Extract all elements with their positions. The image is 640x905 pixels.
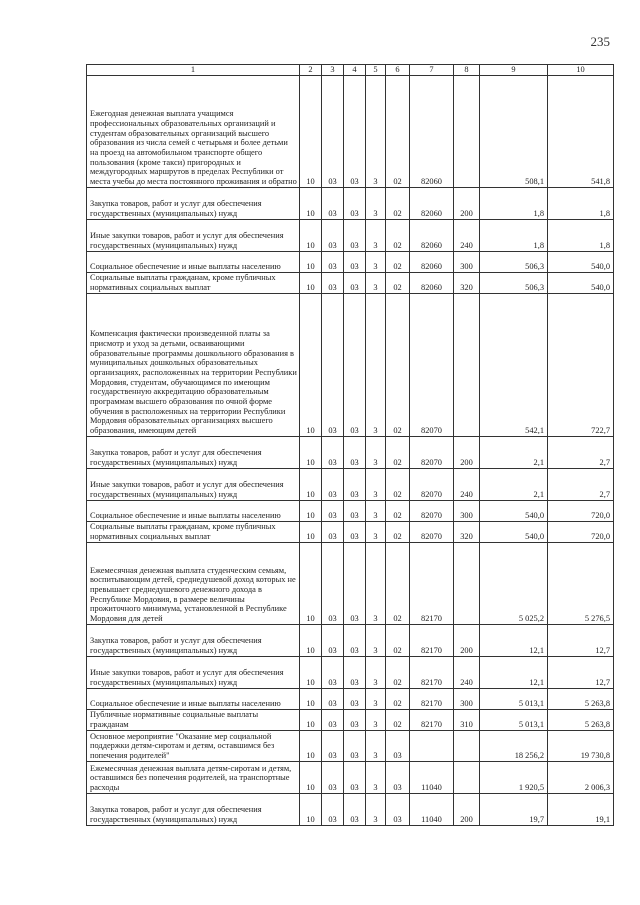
cell-c6: 02	[386, 688, 410, 709]
cell-c8: 200	[454, 624, 480, 656]
cell-c7: 82060	[410, 75, 454, 187]
cell-c5: 3	[366, 75, 386, 187]
cell-c7: 82060	[410, 272, 454, 293]
cell-c4: 03	[344, 272, 366, 293]
cell-c7: 82060	[410, 219, 454, 251]
row-name: Ежегодная денежная выплата учащимся профессиональных образовательных организаций и студентам образовательных организаций высшего образования из числа семей с четырьмя и более детьми на проезд на автомобильном транспорте общего пользования (кроме такси) пригородных и междугородных маршрутов в пределах Республики от места учебы до места постоянного проживания и обратно	[87, 75, 300, 187]
table-row	[87, 436, 614, 468]
cell-c4: 03	[344, 436, 366, 468]
cell-c8	[454, 730, 480, 761]
cell-c5: 3	[366, 793, 386, 825]
cell-c6: 02	[386, 251, 410, 272]
cell-c9: 12,1	[480, 624, 548, 656]
cell-c6: 03	[386, 793, 410, 825]
table-row	[87, 656, 614, 688]
cell-c4: 03	[344, 709, 366, 730]
cell-c6: 03	[386, 761, 410, 793]
cell-c9: 5 013,1	[480, 688, 548, 709]
row-name: Основное мероприятие "Оказание мер социальной поддержки детям-сиротам и детям, оставшимся без попечения родителей"	[87, 730, 300, 761]
cell-c8	[454, 293, 480, 436]
table-row	[87, 75, 614, 187]
cell-c3: 03	[322, 730, 344, 761]
cell-c6: 02	[386, 500, 410, 521]
cell-c10: 722,7	[548, 293, 614, 436]
cell-c2: 10	[300, 624, 322, 656]
cell-c4: 03	[344, 624, 366, 656]
cell-c8: 320	[454, 272, 480, 293]
row-name: Компенсация фактически произведенной платы за присмотр и уход за детьми, осваивающими образовательные программы дошкольного образования в муниципальных дошкольных образовательных организациях, расположенных на территории Республики Мордовия, студентам, обучающимся по имеющим государственную аккредитацию образовательным программам высшего образования по очной форме обучения в расположенных на территории Республики Мордовия образовательных организациях высшего образования, имеющим детей	[87, 293, 300, 436]
row-name: Социальное обеспечение и иные выплаты населению	[87, 688, 300, 709]
table-row	[87, 709, 614, 730]
cell-c9: 1 920,5	[480, 761, 548, 793]
column-header: 3	[322, 65, 344, 76]
cell-c5: 3	[366, 219, 386, 251]
cell-c10: 540,0	[548, 251, 614, 272]
cell-c3: 03	[322, 761, 344, 793]
cell-c8: 200	[454, 793, 480, 825]
cell-c8: 240	[454, 468, 480, 500]
cell-c5: 3	[366, 187, 386, 219]
cell-c4: 03	[344, 730, 366, 761]
column-header: 7	[410, 65, 454, 76]
cell-c3: 03	[322, 656, 344, 688]
column-header: 8	[454, 65, 480, 76]
table-row	[87, 688, 614, 709]
cell-c9: 1,8	[480, 187, 548, 219]
cell-c10: 12,7	[548, 656, 614, 688]
cell-c4: 03	[344, 688, 366, 709]
cell-c6: 02	[386, 187, 410, 219]
cell-c4: 03	[344, 656, 366, 688]
cell-c2: 10	[300, 793, 322, 825]
cell-c2: 10	[300, 251, 322, 272]
cell-c10: 19,1	[548, 793, 614, 825]
table-row	[87, 730, 614, 761]
cell-c10: 19 730,8	[548, 730, 614, 761]
cell-c2: 10	[300, 521, 322, 542]
cell-c5: 3	[366, 500, 386, 521]
row-name: Иные закупки товаров, работ и услуг для обеспечения государственных (муниципальных) нужд	[87, 219, 300, 251]
cell-c7: 82060	[410, 251, 454, 272]
cell-c7: 82070	[410, 468, 454, 500]
row-name: Закупка товаров, работ и услуг для обеспечения государственных (муниципальных) нужд	[87, 793, 300, 825]
cell-c6: 02	[386, 709, 410, 730]
cell-c10: 2 006,3	[548, 761, 614, 793]
cell-c7: 82070	[410, 293, 454, 436]
row-name: Иные закупки товаров, работ и услуг для обеспечения государственных (муниципальных) нужд	[87, 468, 300, 500]
cell-c3: 03	[322, 251, 344, 272]
cell-c8	[454, 761, 480, 793]
cell-c6: 02	[386, 436, 410, 468]
table-row	[87, 624, 614, 656]
cell-c7: 11040	[410, 793, 454, 825]
cell-c3: 03	[322, 542, 344, 624]
cell-c4: 03	[344, 251, 366, 272]
cell-c10: 720,0	[548, 521, 614, 542]
cell-c2: 10	[300, 219, 322, 251]
cell-c5: 3	[366, 521, 386, 542]
cell-c9: 2,1	[480, 436, 548, 468]
cell-c6: 02	[386, 219, 410, 251]
cell-c9: 18 256,2	[480, 730, 548, 761]
cell-c10: 541,8	[548, 75, 614, 187]
cell-c9: 542,1	[480, 293, 548, 436]
column-header: 1	[87, 65, 300, 76]
cell-c10: 5 263,8	[548, 688, 614, 709]
cell-c3: 03	[322, 521, 344, 542]
cell-c2: 10	[300, 730, 322, 761]
cell-c8: 240	[454, 656, 480, 688]
cell-c8: 200	[454, 187, 480, 219]
cell-c8	[454, 75, 480, 187]
table-row	[87, 219, 614, 251]
cell-c4: 03	[344, 500, 366, 521]
cell-c2: 10	[300, 761, 322, 793]
cell-c10: 12,7	[548, 624, 614, 656]
cell-c8: 300	[454, 251, 480, 272]
cell-c5: 3	[366, 436, 386, 468]
cell-c4: 03	[344, 468, 366, 500]
cell-c6: 02	[386, 75, 410, 187]
cell-c10: 1,8	[548, 219, 614, 251]
row-name: Иные закупки товаров, работ и услуг для обеспечения государственных (муниципальных) нужд	[87, 656, 300, 688]
cell-c5: 3	[366, 730, 386, 761]
row-name: Закупка товаров, работ и услуг для обеспечения государственных (муниципальных) нужд	[87, 624, 300, 656]
cell-c6: 02	[386, 272, 410, 293]
row-name: Закупка товаров, работ и услуг для обеспечения государственных (муниципальных) нужд	[87, 187, 300, 219]
cell-c3: 03	[322, 793, 344, 825]
cell-c3: 03	[322, 500, 344, 521]
cell-c7: 82170	[410, 656, 454, 688]
header-row	[87, 65, 614, 76]
column-header: 10	[548, 65, 614, 76]
cell-c5: 3	[366, 688, 386, 709]
cell-c5: 3	[366, 542, 386, 624]
cell-c10: 2,7	[548, 468, 614, 500]
cell-c9: 5 025,2	[480, 542, 548, 624]
cell-c10: 5 263,8	[548, 709, 614, 730]
cell-c7: 82070	[410, 500, 454, 521]
table-row	[87, 542, 614, 624]
cell-c8: 200	[454, 436, 480, 468]
cell-c3: 03	[322, 75, 344, 187]
cell-c5: 3	[366, 656, 386, 688]
cell-c5: 3	[366, 624, 386, 656]
cell-c2: 10	[300, 187, 322, 219]
cell-c6: 02	[386, 468, 410, 500]
cell-c6: 02	[386, 293, 410, 436]
cell-c9: 12,1	[480, 656, 548, 688]
cell-c9: 5 013,1	[480, 709, 548, 730]
cell-c7: 82170	[410, 542, 454, 624]
budget-table	[86, 64, 614, 826]
cell-c4: 03	[344, 293, 366, 436]
table-row	[87, 187, 614, 219]
cell-c2: 10	[300, 436, 322, 468]
table-row	[87, 468, 614, 500]
table-row	[87, 521, 614, 542]
cell-c8: 300	[454, 500, 480, 521]
page-number: 235	[590, 34, 610, 49]
cell-c6: 03	[386, 730, 410, 761]
cell-c3: 03	[322, 272, 344, 293]
cell-c8: 300	[454, 688, 480, 709]
cell-c2: 10	[300, 468, 322, 500]
cell-c2: 10	[300, 542, 322, 624]
cell-c5: 3	[366, 761, 386, 793]
cell-c3: 03	[322, 436, 344, 468]
table-row	[87, 293, 614, 436]
cell-c2: 10	[300, 293, 322, 436]
cell-c4: 03	[344, 542, 366, 624]
cell-c3: 03	[322, 293, 344, 436]
cell-c3: 03	[322, 624, 344, 656]
cell-c7: 82070	[410, 521, 454, 542]
cell-c8: 240	[454, 219, 480, 251]
cell-c3: 03	[322, 468, 344, 500]
cell-c7: 82170	[410, 624, 454, 656]
cell-c9: 506,3	[480, 272, 548, 293]
cell-c2: 10	[300, 709, 322, 730]
row-name: Социальные выплаты гражданам, кроме публичных нормативных социальных выплат	[87, 272, 300, 293]
cell-c9: 19,7	[480, 793, 548, 825]
table-row	[87, 761, 614, 793]
cell-c3: 03	[322, 219, 344, 251]
cell-c9: 540,0	[480, 500, 548, 521]
row-name: Социальное обеспечение и иные выплаты населению	[87, 500, 300, 521]
cell-c4: 03	[344, 75, 366, 187]
row-name: Ежемесячная денежная выплата детям-сиротам и детям, оставшимся без попечения родителей, на транспортные расходы	[87, 761, 300, 793]
cell-c10: 2,7	[548, 436, 614, 468]
cell-c3: 03	[322, 688, 344, 709]
cell-c4: 03	[344, 761, 366, 793]
cell-c9: 1,8	[480, 219, 548, 251]
cell-c3: 03	[322, 187, 344, 219]
cell-c10: 1,8	[548, 187, 614, 219]
cell-c4: 03	[344, 219, 366, 251]
cell-c9: 2,1	[480, 468, 548, 500]
cell-c10: 720,0	[548, 500, 614, 521]
row-name: Социальное обеспечение и иные выплаты населению	[87, 251, 300, 272]
cell-c6: 02	[386, 521, 410, 542]
cell-c10: 5 276,5	[548, 542, 614, 624]
cell-c7: 82170	[410, 709, 454, 730]
column-header: 6	[386, 65, 410, 76]
table-row	[87, 793, 614, 825]
cell-c7: 82170	[410, 688, 454, 709]
table-row	[87, 272, 614, 293]
row-name: Социальные выплаты гражданам, кроме публичных нормативных социальных выплат	[87, 521, 300, 542]
cell-c4: 03	[344, 793, 366, 825]
cell-c4: 03	[344, 521, 366, 542]
table-row	[87, 500, 614, 521]
row-name: Закупка товаров, работ и услуг для обеспечения государственных (муниципальных) нужд	[87, 436, 300, 468]
cell-c5: 3	[366, 468, 386, 500]
cell-c9: 540,0	[480, 521, 548, 542]
table-row	[87, 251, 614, 272]
cell-c6: 02	[386, 656, 410, 688]
cell-c6: 02	[386, 624, 410, 656]
cell-c7: 11040	[410, 761, 454, 793]
cell-c7: 82060	[410, 187, 454, 219]
cell-c9: 506,3	[480, 251, 548, 272]
column-header: 9	[480, 65, 548, 76]
cell-c2: 10	[300, 75, 322, 187]
cell-c5: 3	[366, 709, 386, 730]
cell-c7	[410, 730, 454, 761]
row-name: Ежемесячная денежная выплата студенческим семьям, воспитывающим детей, среднедушевой доход которых не превышает среднедушевого денежного дохода в Республике Мордовия, в размере величины прожиточного минимума, установленной в Республике Мордовия для детей	[87, 542, 300, 624]
cell-c6: 02	[386, 542, 410, 624]
cell-c8: 310	[454, 709, 480, 730]
cell-c8: 320	[454, 521, 480, 542]
cell-c2: 10	[300, 656, 322, 688]
cell-c5: 3	[366, 251, 386, 272]
column-header: 5	[366, 65, 386, 76]
cell-c10: 540,0	[548, 272, 614, 293]
cell-c5: 3	[366, 272, 386, 293]
cell-c2: 10	[300, 272, 322, 293]
cell-c3: 03	[322, 709, 344, 730]
column-header: 2	[300, 65, 322, 76]
cell-c4: 03	[344, 187, 366, 219]
cell-c2: 10	[300, 500, 322, 521]
column-header: 4	[344, 65, 366, 76]
cell-c9: 508,1	[480, 75, 548, 187]
cell-c5: 3	[366, 293, 386, 436]
row-name: Публичные нормативные социальные выплаты гражданам	[87, 709, 300, 730]
cell-c8	[454, 542, 480, 624]
cell-c2: 10	[300, 688, 322, 709]
cell-c7: 82070	[410, 436, 454, 468]
